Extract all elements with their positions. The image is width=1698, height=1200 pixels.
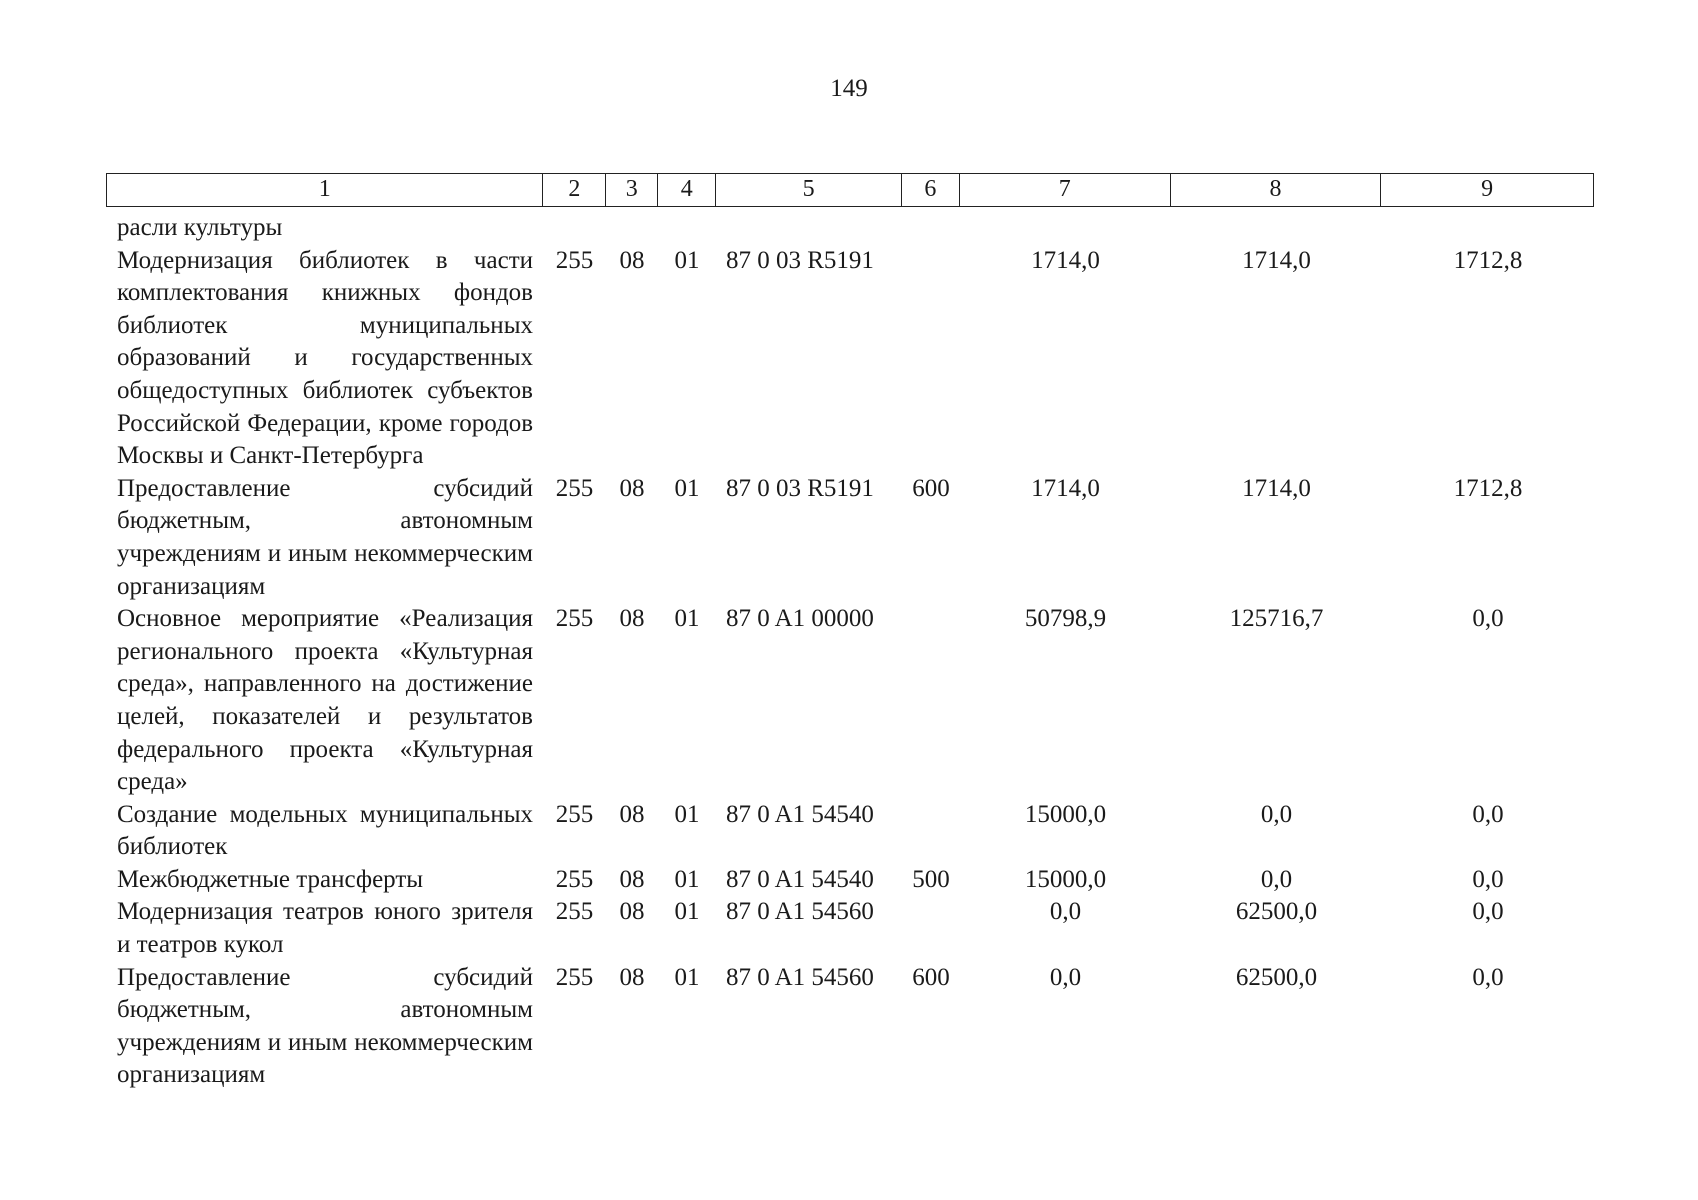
- row-section-code: 08: [619, 605, 645, 633]
- row-section-code: 08: [619, 246, 645, 274]
- row-expense-type: 500: [912, 865, 950, 893]
- row-target-article: 87 0 03 R5191: [726, 474, 874, 502]
- row-subsection-code: 01: [674, 865, 700, 893]
- row-amount-col7: 15000,0: [1024, 800, 1107, 828]
- row-ministry-code: 255: [555, 865, 594, 893]
- row-section-code: 08: [619, 898, 645, 926]
- row-name: Модернизация библиотек в части комплектования книжных фондов библиотек муниципальных образований и государственных общедоступных библиотек субъектов Российской Федерации, кроме городов Москвы и Санкт-Петербурга: [117, 246, 533, 470]
- table-row: [106, 896, 1594, 961]
- row-expense-type: [902, 799, 960, 864]
- row-ministry-code: 255: [555, 605, 594, 633]
- header-col-1: 1: [107, 174, 543, 206]
- row-amount-col7: 0,0: [1049, 963, 1082, 991]
- row-amount-col8: 62500,0: [1235, 898, 1318, 926]
- row-amount-col9: 1712,8: [1453, 246, 1523, 274]
- row-target-article: [716, 212, 902, 245]
- header-col-7: 7: [960, 174, 1171, 206]
- row-amount-col7: 1714,0: [1031, 246, 1100, 274]
- row-amount-col8: 62500,0: [1235, 963, 1318, 991]
- row-expense-type: [902, 896, 960, 961]
- header-col-5: 5: [716, 174, 902, 206]
- row-expense-type: 600: [912, 963, 950, 991]
- row-expense-type: 600: [912, 474, 950, 502]
- row-subsection-code: 01: [674, 963, 700, 991]
- table-body: [106, 212, 1594, 1092]
- row-name: Основное мероприятие «Реализация регионального проекта «Культурная среда», направленного на достижение целей, показателей и результатов федерального проекта «Культурная среда»: [117, 605, 533, 796]
- row-section-code: 08: [619, 865, 645, 893]
- row-subsection-code: 01: [674, 898, 700, 926]
- row-amount-col7: 15000,0: [1024, 865, 1107, 893]
- row-name: Создание модельных муниципальных библиотек: [117, 800, 533, 861]
- table-row: [106, 962, 1594, 1092]
- row-target-article: 87 0 A1 00000: [726, 605, 874, 633]
- header-col-4: 4: [658, 174, 716, 206]
- header-col-3: 3: [606, 174, 658, 206]
- table-row: [106, 245, 1594, 473]
- page-number: 149: [830, 75, 868, 102]
- row-amount-col7: 0,0: [1049, 898, 1082, 926]
- row-name: Предоставление субсидий бюджетным, автономным учреждениям и иным некоммерческим организациям: [117, 474, 533, 600]
- header-col-9: 9: [1481, 176, 1494, 202]
- header-col-8: 8: [1171, 174, 1382, 206]
- row-subsection-code: 01: [674, 474, 700, 502]
- row-target-article: 87 0 A1 54560: [726, 963, 874, 991]
- table-row: [106, 603, 1594, 799]
- row-amount-col8: 0,0: [1260, 865, 1293, 893]
- row-ministry-code: 255: [555, 474, 594, 502]
- row-target-article: 87 0 A1 54560: [726, 898, 874, 926]
- row-amount-col9: 0,0: [1472, 963, 1504, 991]
- row-name: расли культуры: [117, 214, 283, 241]
- row-section-code: [606, 212, 658, 245]
- row-amount-col9: 0,0: [1472, 865, 1504, 893]
- row-amount-col8: 1714,0: [1242, 474, 1311, 502]
- row-amount-col8: 1714,0: [1242, 246, 1311, 274]
- row-name: Модернизация театров юного зрителя и театров кукол: [117, 898, 533, 959]
- row-target-article: 87 0 A1 54540: [726, 800, 874, 828]
- table-row: [106, 864, 1594, 897]
- row-ministry-code: 255: [555, 898, 594, 926]
- header-col-6: 6: [902, 174, 960, 206]
- row-subsection-code: 01: [674, 605, 700, 633]
- row-target-article: 87 0 03 R5191: [726, 246, 874, 274]
- row-amount-col9: 0,0: [1472, 605, 1504, 633]
- row-amount-col7: 50798,9: [1024, 605, 1107, 633]
- row-ministry-code: 255: [555, 800, 594, 828]
- row-amount-col7: 1714,0: [1031, 474, 1100, 502]
- row-section-code: 08: [619, 800, 645, 828]
- row-expense-type: [902, 603, 960, 799]
- row-amount-col9: 0,0: [1472, 898, 1504, 926]
- row-amount-col9: 0,0: [1472, 800, 1504, 828]
- row-ministry-code: [543, 212, 606, 245]
- row-subsection-code: 01: [674, 246, 700, 274]
- table-row: [106, 212, 1594, 245]
- row-section-code: 08: [619, 474, 645, 502]
- row-amount-col7: [960, 212, 1171, 245]
- table-row: [106, 473, 1594, 603]
- row-amount-col8: 125716,7: [1229, 605, 1324, 633]
- row-amount-col9: [1382, 212, 1594, 245]
- row-name: Межбюджетные трансферты: [117, 865, 424, 893]
- row-section-code: 08: [619, 963, 645, 991]
- row-target-article: 87 0 A1 54540: [726, 865, 874, 893]
- table-row: [106, 799, 1594, 864]
- row-expense-type: [902, 212, 960, 245]
- row-amount-col9: 1712,8: [1453, 474, 1523, 502]
- row-amount-col8: [1171, 212, 1382, 245]
- row-expense-type: [902, 245, 960, 473]
- row-ministry-code: 255: [555, 246, 594, 274]
- row-subsection-code: [658, 212, 716, 245]
- row-ministry-code: 255: [555, 963, 594, 991]
- header-col-2: 2: [543, 174, 606, 206]
- row-amount-col8: 0,0: [1260, 800, 1293, 828]
- row-subsection-code: 01: [674, 800, 700, 828]
- table-header: [106, 173, 1594, 207]
- row-name: Предоставление субсидий бюджетным, автономным учреждениям и иным некоммерческим организациям: [117, 963, 533, 1089]
